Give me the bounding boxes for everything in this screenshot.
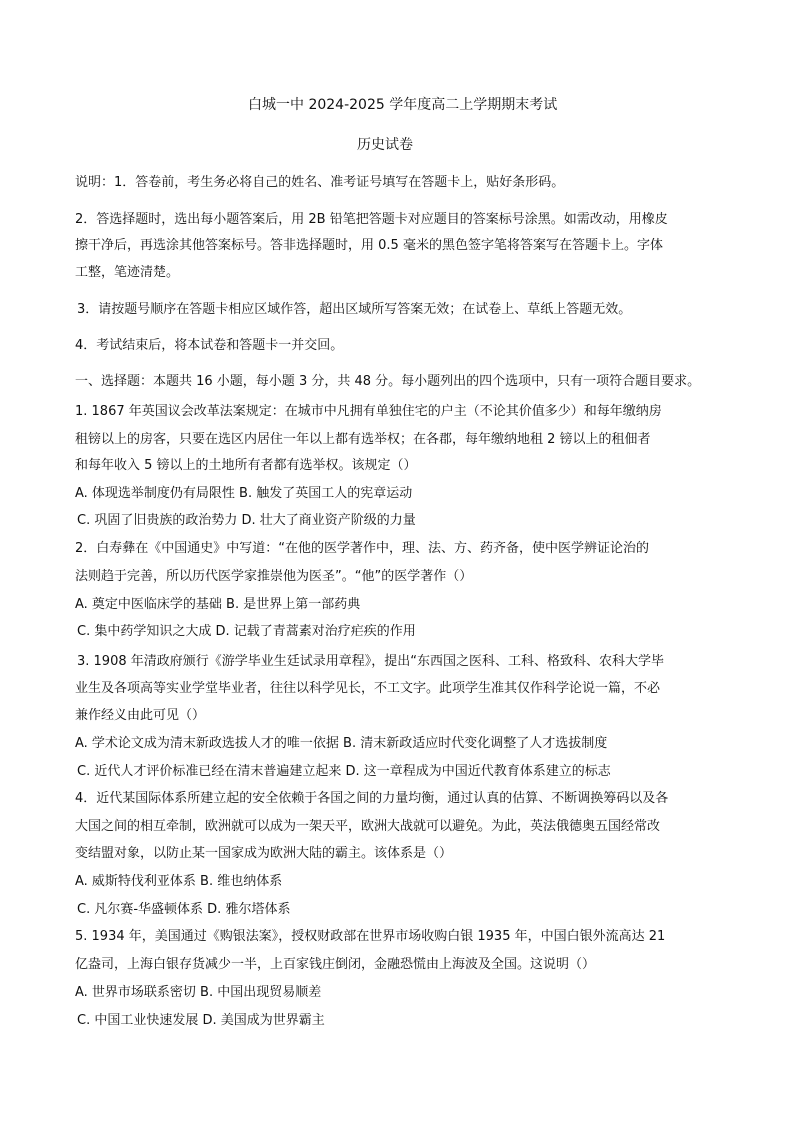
question-1-options-cd: C. 巩固了旧贵族的政治势力 D. 壮大了商业资产阶级的力量 <box>77 513 416 528</box>
question-2-stem-line-2: 法则趋于完善，所以历代医学家推崇他为医圣”。“他”的医学著作（） <box>75 569 473 584</box>
question-1-stem-line-3: 和每年收入 5 镑以上的土地所有者都有选举权。该规定（） <box>75 458 417 473</box>
subject-title: 历史试卷 <box>357 137 413 153</box>
exam-title: 白城一中 2024-2025 学年度高二上学期期末考试 <box>248 97 558 113</box>
question-2-options-cd: C. 集中药学知识之大成 D. 记载了青蒿素对治疗疟疾的作用 <box>77 624 416 639</box>
question-2-options-ab: A. 奠定中医临床学的基础 B. 是世界上第一部药典 <box>75 597 361 612</box>
question-5-stem-line-2: 亿盎司，上海白银存货减少一半，上百家钱庄倒闭，金融恐慌由上海波及全国。这说明（） <box>75 957 596 972</box>
instruction-2-line-1: 2．答选择题时，选出每小题答案后，用 2B 铅笔把答题卡对应题目的答案标号涂黑。如需改动，用橡皮 <box>75 212 668 227</box>
question-3-stem-line-2: 业生及各项高等实业学堂毕业者，往往以科学见长，不工文字。此项学生准其仅作科学论说一篇，不必 <box>75 681 661 696</box>
question-4-options-cd: C. 凡尔赛-华盛顿体系 D. 雅尔塔体系 <box>77 902 291 917</box>
question-4-stem-line-3: 变结盟对象，以防止某一国家成为欧洲大陆的霸主。该体系是（） <box>75 846 453 861</box>
question-4-stem-line-2: 大国之间的相互牵制，欧洲就可以成为一架天平，欧洲大战就可以避免。为此，英法俄德奥五国经常改 <box>75 819 661 834</box>
question-1-options-ab: A. 体现选举制度仍有局限性 B. 触发了英国工人的宪章运动 <box>75 486 413 501</box>
question-1-stem-line-1: 1. 1867 年英国议会改革法案规定：在城市中凡拥有单独住宅的户主（不论其价值多少）和每年缴纳房 <box>75 404 662 419</box>
question-3-stem-line-1: 3. 1908 年清政府颁行《游学毕业生廷试录用章程》，提出“东西国之医科、工科、格致科、农科大学毕 <box>77 654 664 669</box>
question-3-stem-line-3: 兼作经义由此可见（） <box>75 708 206 723</box>
question-5-options-cd: C. 中国工业快速发展 D. 美国成为世界霸主 <box>77 1013 325 1028</box>
question-5-stem-line-1: 5. 1934 年，美国通过《购银法案》，授权财政部在世界市场收购白银 1935 年，中国白银外流高达 21 <box>75 929 666 944</box>
instruction-2-line-3: 工整，笔迹清楚。 <box>75 265 180 280</box>
question-3-options-cd: C. 近代人才评价标准已经在清末普遍建立起来 D. 这一章程成为中国近代教育体系建立的标志 <box>77 764 611 779</box>
question-3-options-ab: A. 学术论文成为清末新政选拔人才的唯一依据 B. 清末新政适应时代变化调整了人才选拔制度 <box>75 736 608 751</box>
section-heading: 一、选择题：本题共 16 小题，每小题 3 分，共 48 分。每小题列出的四个选项中，只有一项符合题目要求。 <box>75 374 701 389</box>
question-5-options-ab: A. 世界市场联系密切 B. 中国出现贸易顺差 <box>75 985 322 1000</box>
question-2-stem-line-1: 2．白寿彝在《中国通史》中写道：“在他的医学著作中，理、法、方、药齐备，使中医学辨证论治的 <box>75 541 650 556</box>
question-4-stem-line-1: 4．近代某国际体系所建立起的安全依赖于各国之间的力量均衡，通过认真的估算、不断调换筹码以及各 <box>75 791 669 806</box>
instruction-4: 4．考试结束后，将本试卷和答题卡一并交回。 <box>75 338 344 353</box>
instruction-3: 3．请按题号顺序在答题卡相应区域作答，超出区域所写答案无效；在试卷上、草纸上答题无效。 <box>77 302 632 317</box>
instruction-2-line-2: 擦干净后，再选涂其他答案标号。答非选择题时，用 0.5 毫米的黑色签字笔将答案写在答题卡上。字体 <box>75 238 663 253</box>
instruction-1: 说明：1．答卷前，考生务必将自己的姓名、准考证号填写在答题卡上，贴好条形码。 <box>75 175 565 190</box>
question-1-stem-line-2: 租镑以上的房客，只要在选区内居住一年以上都有选举权；在各郡，每年缴纳地租 2 镑以上的租佃者 <box>75 432 651 447</box>
question-4-options-ab: A. 威斯特伐利亚体系 B. 维也纳体系 <box>75 874 283 889</box>
